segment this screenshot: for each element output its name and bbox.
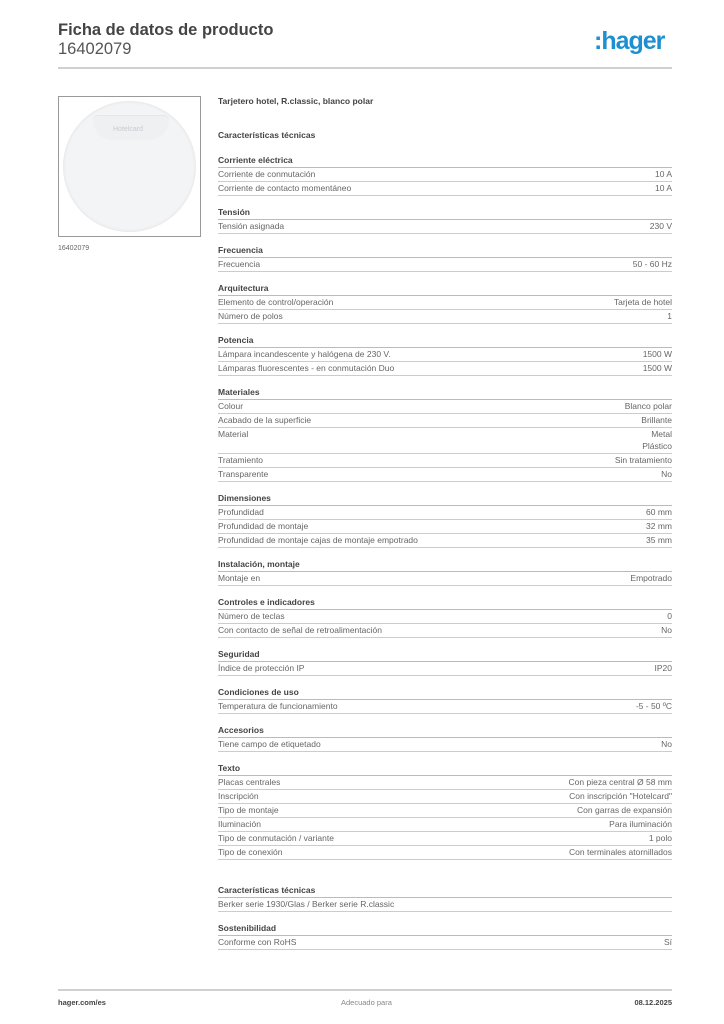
spec-row bbox=[218, 610, 672, 624]
spec-value bbox=[641, 414, 672, 427]
spec-row bbox=[218, 428, 672, 454]
spec-value-line: 10 A bbox=[654, 183, 672, 193]
spec-label: Acabado de la superficie bbox=[218, 415, 312, 425]
spec-value bbox=[661, 468, 672, 481]
spec-value-line: Empotrado bbox=[630, 573, 672, 583]
spec-value-line: 1500 W bbox=[642, 349, 672, 359]
spec-label: Montaje en bbox=[218, 573, 261, 583]
spec-section bbox=[218, 335, 672, 376]
section-heading: Condiciones de uso bbox=[218, 687, 672, 700]
spec-value-line: 32 mm bbox=[646, 521, 672, 531]
spec-label: Frecuencia bbox=[218, 259, 261, 269]
section-heading: Materiales bbox=[218, 387, 672, 400]
spec-row bbox=[218, 624, 672, 638]
spec-value-line: 1 polo bbox=[648, 833, 672, 843]
spec-row bbox=[218, 700, 672, 714]
spec-value-line: Metal bbox=[651, 429, 672, 439]
spec-value-line: 0 bbox=[667, 611, 672, 621]
spec-row bbox=[218, 738, 672, 752]
spec-row bbox=[218, 572, 672, 586]
spec-value-line: 35 mm bbox=[646, 535, 672, 545]
spec-value bbox=[661, 624, 672, 637]
spec-section bbox=[218, 387, 672, 482]
section-heading: Frecuencia bbox=[218, 245, 672, 258]
spec-value-line: 50 - 60 Hz bbox=[632, 259, 672, 269]
spec-label: Lámpara incandescente y halógena de 230 V. bbox=[218, 349, 391, 359]
spec-value bbox=[614, 296, 672, 309]
spec-row bbox=[218, 534, 672, 548]
product-disc bbox=[63, 101, 196, 232]
spec-row bbox=[218, 662, 672, 676]
spec-row bbox=[218, 468, 672, 482]
spec-row bbox=[218, 804, 672, 818]
spec-row bbox=[218, 414, 672, 428]
spec-section bbox=[218, 763, 672, 860]
section-heading: Seguridad bbox=[218, 649, 672, 662]
spec-value bbox=[661, 738, 672, 751]
spec-value bbox=[569, 846, 672, 859]
section-heading: Tensión bbox=[218, 207, 672, 220]
spec-value-line: 60 mm bbox=[646, 507, 672, 517]
spec-value-line: Sí bbox=[663, 937, 672, 947]
spec-label: Tiene campo de etiquetado bbox=[218, 739, 321, 749]
spec-section bbox=[218, 283, 672, 324]
spec-label: Profundidad bbox=[218, 507, 264, 517]
spec-label: Tipo de montaje bbox=[218, 805, 279, 815]
spec-section bbox=[218, 649, 672, 676]
spec-row bbox=[218, 520, 672, 534]
spec-label: Berker serie 1930/Glas / Berker serie R.classic bbox=[218, 899, 395, 909]
section-heading: Características técnicas bbox=[218, 885, 672, 898]
section-heading: Potencia bbox=[218, 335, 672, 348]
spec-value-line: No bbox=[661, 625, 672, 635]
spec-value bbox=[609, 818, 672, 831]
spec-value-line: IP20 bbox=[654, 663, 672, 673]
spec-row bbox=[218, 846, 672, 860]
spec-value bbox=[650, 220, 672, 233]
spec-value bbox=[643, 362, 672, 375]
spec-row bbox=[218, 818, 672, 832]
section-heading: Instalación, montaje bbox=[218, 559, 672, 572]
spec-section bbox=[218, 725, 672, 752]
image-caption: 16402079 bbox=[58, 245, 90, 252]
spec-label: Índice de protección IP bbox=[218, 663, 305, 673]
spec-label: Corriente de conmutación bbox=[218, 169, 316, 179]
spec-value-line: Blanco polar bbox=[624, 401, 672, 411]
section-heading: Arquitectura bbox=[218, 283, 672, 296]
spec-value-line: No bbox=[661, 739, 672, 749]
section-heading: Corriente eléctrica bbox=[218, 155, 672, 168]
spec-row bbox=[218, 898, 672, 912]
product-image bbox=[58, 96, 201, 237]
spec-label: Transparente bbox=[218, 469, 269, 479]
spec-value bbox=[655, 662, 673, 675]
spec-label: Profundidad de montaje cajas de montaje empotrado bbox=[218, 535, 418, 545]
spec-label: Con contacto de señal de retroalimentación bbox=[218, 625, 382, 635]
characteristics-title: Características técnicas bbox=[218, 130, 316, 140]
spec-row bbox=[218, 454, 672, 468]
spec-label: Corriente de contacto momentáneo bbox=[218, 183, 352, 193]
spec-section bbox=[218, 207, 672, 234]
spec-value bbox=[569, 790, 672, 803]
spec-value bbox=[655, 168, 672, 181]
image-inscription: Hotelcard bbox=[113, 126, 143, 133]
spec-value bbox=[642, 429, 672, 453]
spec-value bbox=[630, 572, 672, 585]
spec-row bbox=[218, 790, 672, 804]
spec-value bbox=[664, 936, 672, 949]
spec-section bbox=[218, 597, 672, 638]
spec-label: Número de teclas bbox=[218, 611, 285, 621]
spec-row bbox=[218, 258, 672, 272]
spec-label: Placas centrales bbox=[218, 777, 281, 787]
spec-label: Profundidad de montaje bbox=[218, 521, 309, 531]
spec-value bbox=[646, 506, 672, 519]
spec-section bbox=[218, 245, 672, 272]
spec-section bbox=[218, 687, 672, 714]
section-heading: Accesorios bbox=[218, 725, 672, 738]
spec-table bbox=[218, 96, 672, 950]
spec-row bbox=[218, 506, 672, 520]
spec-row bbox=[218, 182, 672, 196]
spec-value-line: 1 bbox=[667, 311, 672, 321]
spec-value-line: Plástico bbox=[642, 440, 672, 451]
spec-value-line: No bbox=[661, 469, 672, 479]
spec-section bbox=[218, 885, 672, 912]
spec-label: Tensión asignada bbox=[218, 221, 285, 231]
spec-value-line: Sin tratamiento bbox=[614, 455, 672, 465]
spec-value bbox=[569, 776, 672, 789]
spec-value bbox=[625, 400, 672, 413]
spec-value bbox=[615, 454, 672, 467]
spec-label: Tratamiento bbox=[218, 455, 264, 465]
spec-label: Tipo de conexión bbox=[218, 847, 283, 857]
spec-value-line: -5 - 50 ºC bbox=[635, 701, 672, 711]
spec-value-line: Con garras de expansión bbox=[577, 805, 672, 815]
spec-value bbox=[649, 832, 672, 845]
spec-value bbox=[646, 520, 672, 533]
spec-value bbox=[655, 182, 672, 195]
spec-label: Lámparas fluorescentes - en conmutación Duo bbox=[218, 363, 395, 373]
footer-date: 08.12.2025 bbox=[634, 998, 672, 1007]
footer-website[interactable]: hager.com/es bbox=[58, 998, 106, 1007]
spec-row bbox=[218, 168, 672, 182]
spec-label: Elemento de control/operación bbox=[218, 297, 334, 307]
spec-value bbox=[646, 534, 672, 547]
product-title: Tarjetero hotel, R.classic, blanco polar bbox=[218, 96, 374, 106]
spec-row bbox=[218, 936, 672, 950]
spec-value-line: Para iluminación bbox=[609, 819, 672, 829]
spec-value-line: Brillante bbox=[641, 415, 672, 425]
spec-value-line: 1500 W bbox=[642, 363, 672, 373]
section-heading: Texto bbox=[218, 763, 672, 776]
footer-center: Adecuado para bbox=[341, 998, 392, 1007]
spec-label: Temperatura de funcionamiento bbox=[218, 701, 338, 711]
spec-row bbox=[218, 832, 672, 846]
section-heading: Controles e indicadores bbox=[218, 597, 672, 610]
spec-value bbox=[667, 310, 672, 323]
spec-value bbox=[667, 610, 672, 623]
spec-label: Número de polos bbox=[218, 311, 283, 321]
spec-value bbox=[636, 700, 672, 713]
footer-divider bbox=[58, 989, 672, 991]
spec-label: Material bbox=[218, 429, 249, 439]
spec-value-line: 10 A bbox=[654, 169, 672, 179]
section-heading: Dimensiones bbox=[218, 493, 672, 506]
spec-row bbox=[218, 296, 672, 310]
spec-value-line: 230 V bbox=[649, 221, 672, 231]
spec-label: Conforme con RoHS bbox=[218, 937, 297, 947]
spec-value bbox=[577, 804, 672, 817]
spec-row bbox=[218, 220, 672, 234]
spec-label: Tipo de conmutación / variante bbox=[218, 833, 334, 843]
page-title: Ficha de datos de producto bbox=[58, 21, 274, 39]
spec-label: Inscripción bbox=[218, 791, 259, 801]
product-number: 16402079 bbox=[58, 40, 132, 58]
spec-value bbox=[643, 348, 672, 361]
spec-section bbox=[218, 923, 672, 950]
spec-label: Colour bbox=[218, 401, 244, 411]
spec-label: Iluminación bbox=[218, 819, 261, 829]
header-divider bbox=[58, 67, 672, 69]
spec-row bbox=[218, 348, 672, 362]
spec-value-line: Con terminales atornillados bbox=[569, 847, 672, 857]
spec-section bbox=[218, 493, 672, 548]
spec-value-line: Con pieza central Ø 58 mm bbox=[568, 777, 672, 787]
spec-section bbox=[218, 559, 672, 586]
spec-section bbox=[218, 155, 672, 196]
spec-value-line: Con inscripción "Hotelcard" bbox=[569, 791, 672, 801]
spec-row bbox=[218, 400, 672, 414]
section-heading: Sostenibilidad bbox=[218, 923, 672, 936]
spec-value bbox=[633, 258, 672, 271]
spec-row bbox=[218, 776, 672, 790]
spec-row bbox=[218, 310, 672, 324]
spec-value-line: Tarjeta de hotel bbox=[613, 297, 672, 307]
spec-row bbox=[218, 362, 672, 376]
hager-logo: :hager bbox=[594, 27, 665, 55]
